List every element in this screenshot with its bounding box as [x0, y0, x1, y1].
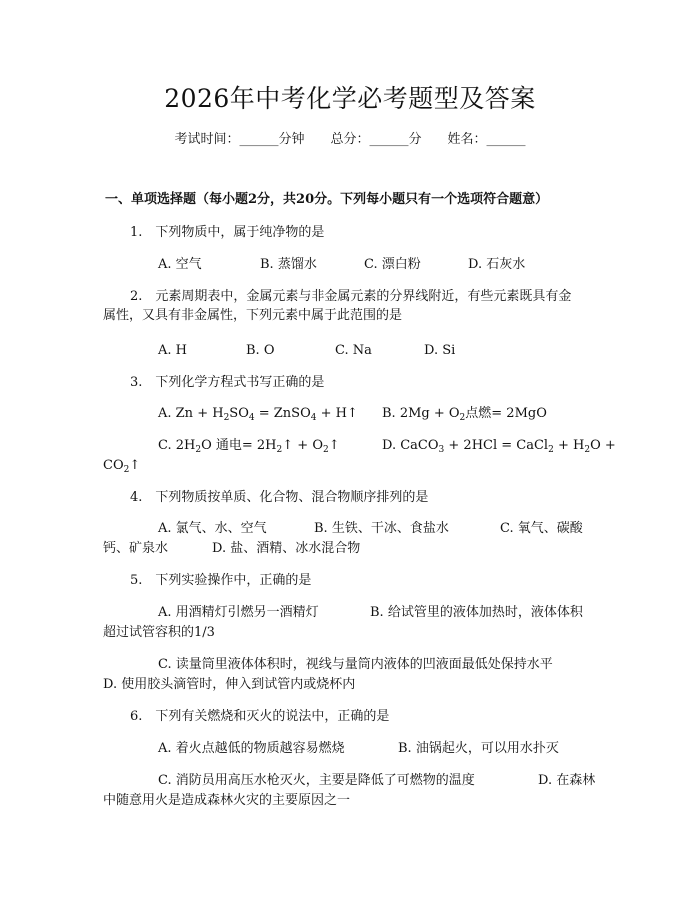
question-4-stem: 4. 下列物质按单质、化合物、混合物顺序排列的是: [130, 490, 429, 505]
question-2-stem: 2. 元素周期表中，金属元素与非金属元素的分界线附近，有些元素既具有金: [130, 289, 572, 304]
exam-name-field: 姓名：______: [447, 132, 526, 147]
q6-option-d-cont: 中随意用火是造成森林火灾的主要原因之一: [103, 793, 351, 808]
question-5-stem: 5. 下列实验操作中，正确的是: [130, 573, 312, 588]
q5-option-a: A. 用酒精灯引燃另一酒精灯: [158, 605, 319, 620]
q5-option-c: C. 读量筒里液体体积时，视线与量筒内液体的凹液面最低处保持水平: [158, 657, 553, 672]
q1-option-d: D. 石灰水: [468, 257, 526, 272]
q6-option-b: B. 油锅起火，可以用水扑灭: [398, 741, 559, 756]
q3-option-d: D. CaCO$_3$ + 2HCl = CaCl$_2$ + $H_2O$ +: [382, 438, 616, 455]
page-title: 2026年中考化学必考题型及答案: [164, 84, 536, 113]
exam-time: 考试时间：______分钟: [174, 132, 305, 147]
question-3-stem: 3. 下列化学方程式书写正确的是: [130, 375, 325, 390]
question-6-stem: 6. 下列有关燃烧和灭火的说法中，正确的是: [130, 709, 390, 724]
q3-option-d-cont: $CO_2↑$: [103, 458, 141, 475]
q3-option-a: A. $Zn + H_2SO_4$ = ZnSO$_4$ + H↑: [158, 406, 358, 423]
q4-option-d: D. 盐、酒精、冰水混合物: [212, 541, 361, 556]
q1-option-a: A. 空气: [158, 257, 202, 272]
q5-option-d: D. 使用胶头滴管时，伸入到试管内或烧杯内: [103, 677, 356, 692]
question-1-stem: 1. 下列物质中，属于纯净物的是: [130, 225, 325, 240]
q5-option-b: B. 给试管里的液体加热时，液体体积: [370, 605, 583, 620]
q6-option-d: D. 在森林: [538, 773, 596, 788]
q2-option-c: C. Na: [335, 343, 372, 358]
q3-option-c: C. $2H_2O$ 通电= $2H_2↑$ + $O_2↑$: [158, 438, 340, 455]
q5-option-b-cont: 超过试管容积的1/3: [103, 625, 215, 640]
q4-option-c: C. 氧气、碳酸: [500, 521, 583, 536]
q6-option-a: A. 着火点越低的物质越容易燃烧: [158, 741, 345, 756]
question-2-stem-cont: 属性，又具有非金属性，下列元素中属于此范围的是: [103, 308, 403, 323]
q1-option-c: C. 漂白粉: [364, 257, 421, 272]
q2-option-a: A. H: [158, 343, 187, 358]
section-heading: 一、单项选择题（每小题2分，共20分。下列每小题只有一个选项符合题意）: [105, 192, 549, 207]
q4-option-c-cont: 钙、矿泉水: [103, 541, 169, 556]
exam-meta: [0, 130, 700, 150]
q2-option-b: B. O: [246, 343, 275, 358]
exam-total-score: 总分：______分: [330, 132, 422, 147]
q1-option-b: B. 蒸馏水: [260, 257, 317, 272]
q2-option-d: D. Si: [424, 343, 456, 358]
q6-option-c: C. 消防员用高压水枪灭火，主要是降低了可燃物的温度: [158, 773, 475, 788]
q4-option-b: B. 生铁、干冰、食盐水: [314, 521, 449, 536]
q3-option-b: B. $2Mg + O_2$点燃= 2MgO: [382, 406, 547, 423]
q4-option-a: A. 氯气、水、空气: [158, 521, 267, 536]
